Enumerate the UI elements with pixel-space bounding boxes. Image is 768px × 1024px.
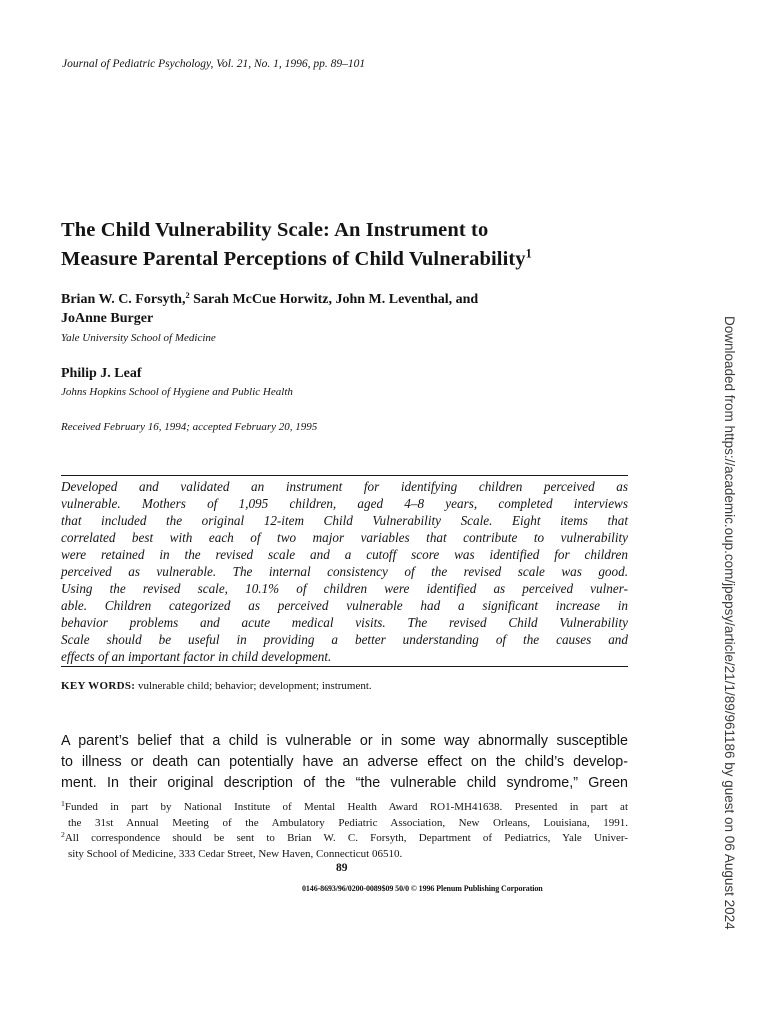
keywords-text: vulnerable child; behavior; development; instrument. bbox=[135, 680, 372, 692]
author-list-line-2: JoAnne Burger bbox=[61, 311, 154, 326]
author-footnote-mark: 2 bbox=[185, 290, 190, 300]
abstract-line: behavior problems and acute medical visits. The revised Child Vulnerability bbox=[61, 615, 628, 630]
author-list-rest: Sarah McCue Horwitz, John M. Leventhal, and bbox=[189, 292, 479, 307]
abstract-bottom-rule bbox=[61, 666, 628, 667]
keywords bbox=[61, 680, 372, 692]
author-leaf: Philip J. Leaf bbox=[61, 366, 142, 381]
footnote-1-text: Funded in part by National Institute of Mental Health Award RO1-MH41638. Presented in part at bbox=[64, 801, 628, 813]
abstract bbox=[61, 478, 628, 665]
journal-citation: Journal of Pediatric Psychology, Vol. 21, No. 1, 1996, pp. 89–101 bbox=[62, 58, 366, 70]
body-line: ment. In their original description of the “the vulnerable child syndrome,” Green bbox=[61, 775, 628, 791]
body-line: to illness or death can potentially have an adverse effect on the child’s develop- bbox=[61, 754, 628, 770]
footnote-2-line-1 bbox=[61, 831, 628, 847]
abstract-line: were retained in the revised scale and a cutoff score was identified for children bbox=[61, 547, 628, 562]
abstract-line: Developed and validated an instrument for identifying children perceived as bbox=[61, 479, 628, 494]
abstract-line: perceived as vulnerable. The internal consistency of the revised scale was good. bbox=[61, 564, 628, 579]
abstract-line: effects of an important factor in child development. bbox=[61, 649, 332, 664]
footnote-1-mark: 1 bbox=[61, 799, 65, 809]
abstract-line: correlated best with each of two major variables that contribute to vulnerability bbox=[61, 530, 628, 545]
received-dates: Received February 16, 1994; accepted February 20, 1995 bbox=[61, 421, 318, 433]
abstract-top-rule bbox=[61, 475, 628, 476]
article-title-line-2 bbox=[61, 248, 532, 271]
abstract-line: vulnerable. Mothers of 1,095 children, aged 4–8 years, completed interviews bbox=[61, 496, 628, 511]
abstract-line: that included the original 12-item Child Vulnerability Scale. Eight items that bbox=[61, 513, 628, 528]
footnote-2-text: All correspondence should be sent to Brian W. C. Forsyth, Department of Pediatrics, Yale Univer- bbox=[64, 832, 628, 844]
body-text bbox=[61, 731, 628, 794]
copyright-line: 0146-8693/96/0200-0089$09 50/0 © 1996 Plenum Publishing Corporation bbox=[302, 884, 543, 893]
footnotes bbox=[61, 800, 628, 862]
download-watermark: Downloaded from https://academic.oup.com/jpepsy/article/21/1/89/961186 by guest on 06 August 2024 bbox=[722, 316, 737, 930]
footnote-1-line-1 bbox=[61, 800, 628, 816]
abstract-line: able. Children categorized as perceived vulnerable had a significant increase in bbox=[61, 598, 628, 613]
article-title-line-1: The Child Vulnerability Scale: An Instrument to bbox=[61, 219, 489, 241]
affiliation-yale: Yale University School of Medicine bbox=[61, 332, 216, 344]
footnote-2-line-2: sity School of Medicine, 333 Cedar Street, New Haven, Connecticut 06510. bbox=[68, 847, 403, 860]
article-title-text: Measure Parental Perceptions of Child Vulnerability bbox=[61, 248, 526, 270]
footnote-2-mark: 2 bbox=[61, 830, 65, 840]
affiliation-johns-hopkins: Johns Hopkins School of Hygiene and Public Health bbox=[61, 386, 293, 398]
author-list-line-1 bbox=[61, 292, 478, 308]
body-line: A parent’s belief that a child is vulnerable or in some way abnormally susceptible bbox=[61, 733, 628, 749]
title-footnote-mark: 1 bbox=[525, 246, 532, 261]
abstract-line: Scale should be useful in providing a better understanding of the causes and bbox=[61, 632, 628, 647]
author-forsyth: Brian W. C. Forsyth, bbox=[61, 292, 186, 307]
footnote-1-line-2: the 31st Annual Meeting of the Ambulatory Pediatric Association, New Orleans, Louisiana, 1991. bbox=[68, 816, 628, 829]
page-number: 89 bbox=[336, 862, 348, 874]
keywords-label: KEY WORDS: bbox=[61, 680, 136, 692]
abstract-line: Using the revised scale, 10.1% of children were identified as perceived vulner- bbox=[61, 581, 628, 596]
